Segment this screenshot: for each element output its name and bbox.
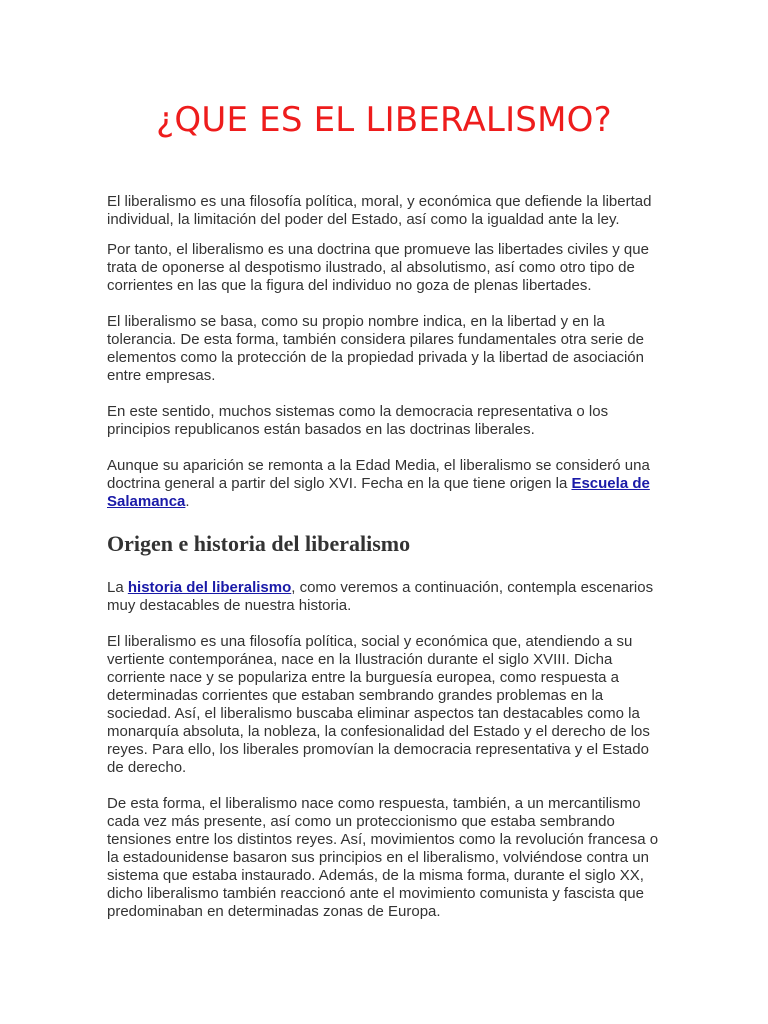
paragraph-origin-text: Aunque su aparición se remonta a la Edad Media, el liberalismo se consideró una doctrina general a partir del siglo XVI. Fecha en la que tiene origen la xyxy=(107,457,650,492)
page-title: ¿QUE ES EL LIBERALISMO? xyxy=(156,100,612,140)
paragraph-definition: El liberalismo es una filosofía política, moral, y económica que defiende la libertad individual, la limitación del poder del Estado, así como la igualdad ante la ley. xyxy=(107,193,652,228)
paragraph-history-intro xyxy=(107,579,667,615)
paragraph-systems: En este sentido, muchos sistemas como la democracia representativa o los principios republicanos están basados en las doctrinas liberales. xyxy=(107,403,609,438)
paragraph-origin-end: . xyxy=(185,493,190,510)
historia-del-liberalismo-link[interactable]: historia del liberalismo xyxy=(127,579,292,596)
paragraph-enlightenment: El liberalismo es una filosofía política, social y económica que, atendiendo a su vertiente contemporánea, nace en la Ilustración durante el siglo XVIII. Dicha corriente nace y se populariza entre la burguesía europea, como respuesta a determinadas corrientes que estaban sembrando grandes problemas en la sociedad. Así, el liberalismo buscaba eliminar aspectos tan destacables como la monarquía absoluta, la nobleza, la confesionalidad del Estado y el derecho de los reyes. Para ello, los liberales promovían la democracia representativa y el Estado de derecho. xyxy=(107,633,650,776)
paragraph-origin xyxy=(107,457,667,511)
escuela-de-salamanca-link[interactable]: Escuela de Salamanca xyxy=(107,475,650,510)
paragraph-mercantilism: De esta forma, el liberalismo nace como respuesta, también, a un mercantilismo cada vez más presente, así como un proteccionismo que estaba sembrando tensiones entre los distintos reyes. Así, movimientos como la revolución francesa o la estadounidense basaron sus principios en el liberalismo, volviéndose contra un sistema que estaba instaurado. Además, de la misma forma, durante el siglo XX, dicho liberalismo también reaccionó ante el movimiento comunista y fascista que predominaban en determinadas zonas de Europa. xyxy=(107,795,659,920)
section-heading: Origen e historia del liberalismo xyxy=(107,531,411,556)
paragraph-history-intro-text: , como veremos a continuación, contempla escenarios muy destacables de nuestra historia. xyxy=(107,579,654,614)
paragraph-basis: El liberalismo se basa, como su propio nombre indica, en la libertad y en la tolerancia. De esta forma, también considera pilares fundamentales otra serie de elementos como la protección de la propiedad privada y la libertad de asociación entre empresas. xyxy=(107,313,644,384)
document-body xyxy=(107,193,667,921)
paragraph-doctrine: Por tanto, el liberalismo es una doctrina que promueve las libertades civiles y que trata de oponerse al despotismo ilustrado, al absolutismo, así como otro tipo de corrientes en las que la figura del individuo no goza de plenas libertades. xyxy=(107,241,649,294)
paragraph-history-intro-start: La xyxy=(107,579,128,596)
